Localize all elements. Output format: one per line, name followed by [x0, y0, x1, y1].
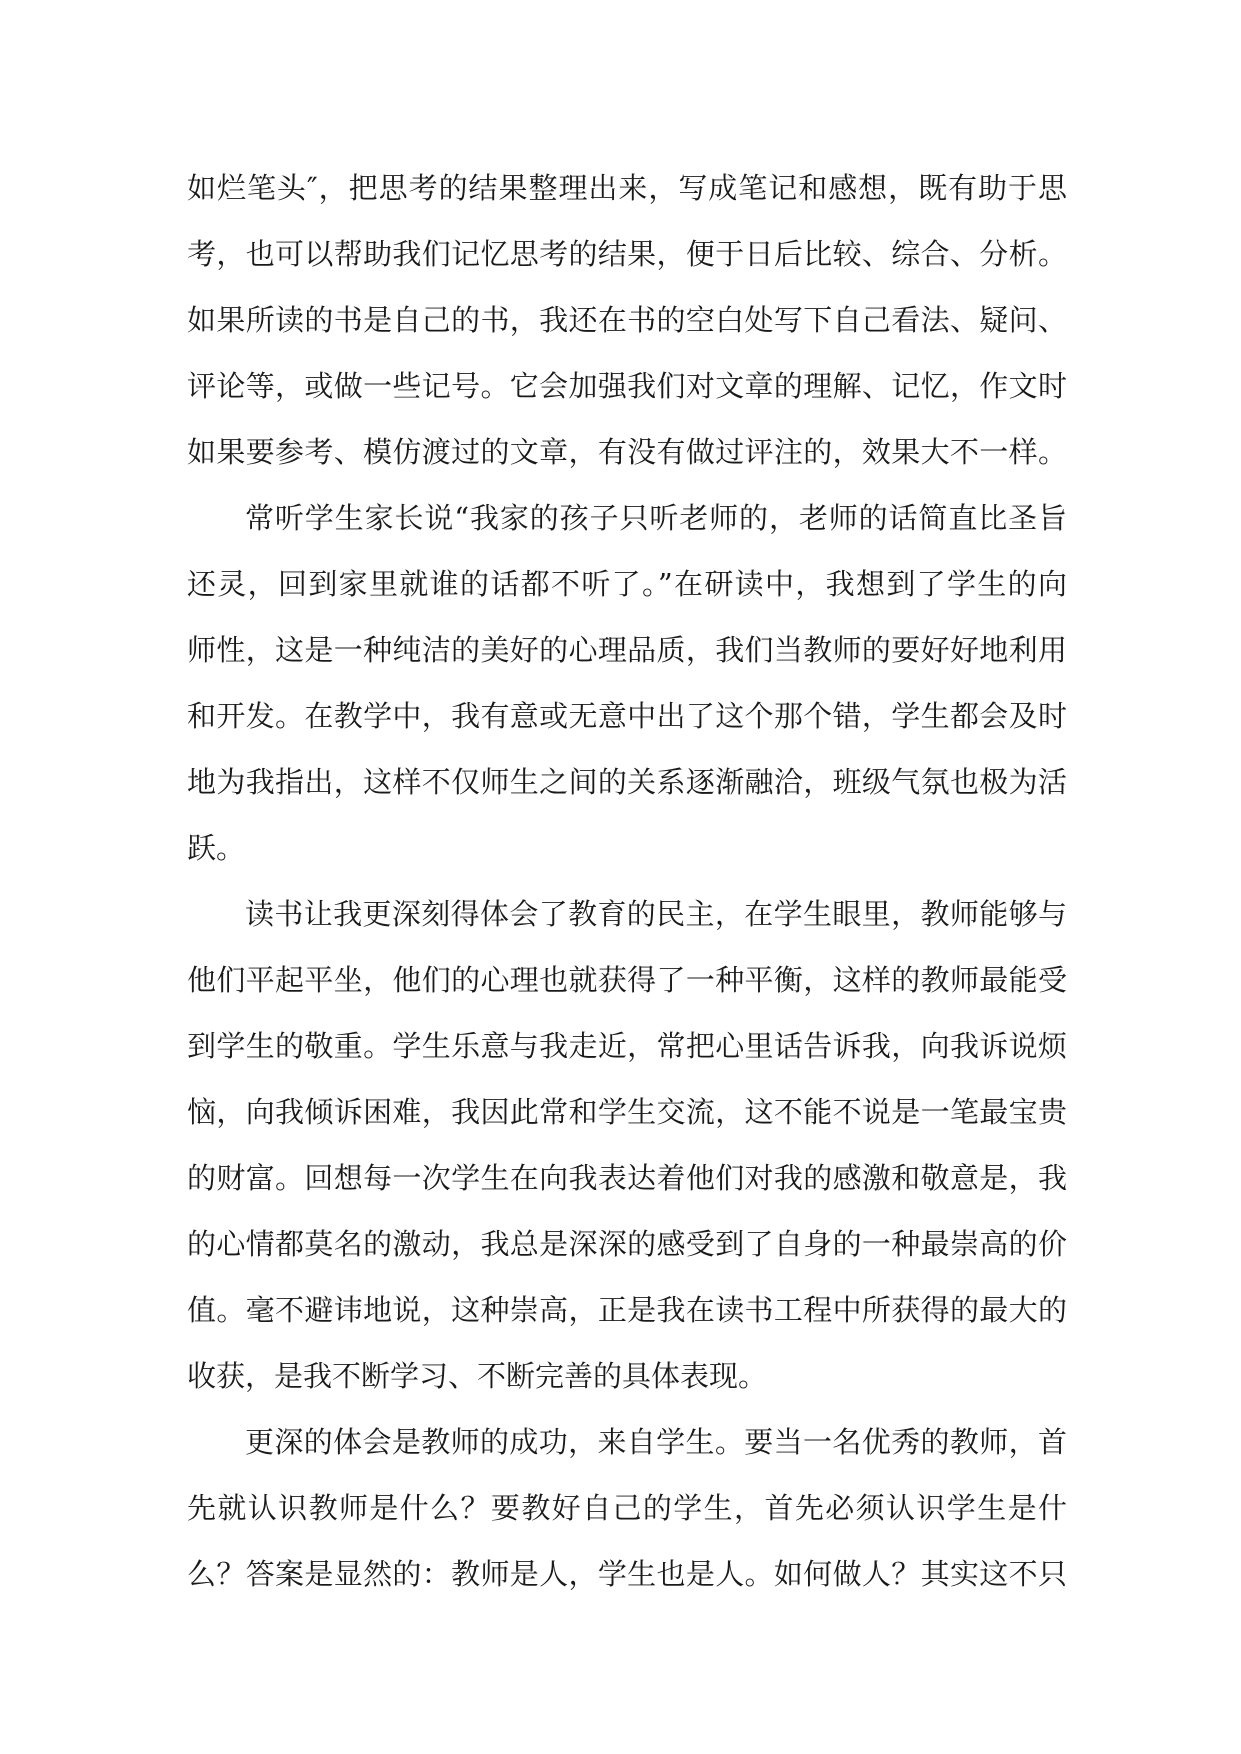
text-line: 到学生的敬重。学生乐意与我走近，常把心里话告诉我，向我诉说烦: [187, 1029, 1067, 1063]
text-line: 么？答案是显然的：教师是人，学生也是人。如何做人？其实这不只: [187, 1557, 1067, 1591]
text-line: 的心情都莫名的激动，我总是深深的感受到了自身的一种最崇高的价: [187, 1227, 1067, 1261]
paragraph-start-line: 更深的体会是教师的成功，来自学生。要当一名优秀的教师，首: [245, 1425, 1067, 1459]
text-line: 跃。: [187, 831, 246, 865]
text-line: 师性，这是一种纯洁的美好的心理品质，我们当教师的要好好地利用: [187, 633, 1067, 667]
body-text: [187, 155, 1067, 1607]
text-line: 地为我指出，这样不仅师生之间的关系逐渐融洽，班级气氛也极为活: [187, 765, 1067, 799]
text-line: 值。毫不避讳地说，这种崇高，正是我在读书工程中所获得的最大的: [187, 1293, 1067, 1327]
text-line: 考，也可以帮助我们记忆思考的结果，便于日后比较、综合、分析。: [187, 237, 1067, 271]
text-line: 如果所读的书是自己的书，我还在书的空白处写下自己看法、疑问、: [187, 303, 1067, 337]
text-line: 评论等，或做一些记号。它会加强我们对文章的理解、记忆，作文时: [187, 369, 1067, 403]
text-line: 先就认识教师是什么？要教好自己的学生，首先必须认识学生是什: [187, 1491, 1067, 1525]
text-line: 收获，是我不断学习、不断完善的具体表现。: [187, 1359, 768, 1393]
text-line: 的财富。回想每一次学生在向我表达着他们对我的感激和敬意是，我: [187, 1161, 1067, 1195]
paragraph-start-line: 读书让我更深刻得体会了教育的民主，在学生眼里，教师能够与: [245, 897, 1067, 931]
text-line: 还灵，回到家里就谁的话都不听了。”在研读中，我想到了学生的向: [187, 567, 1067, 601]
text-line: 他们平起平坐，他们的心理也就获得了一种平衡，这样的教师最能受: [187, 963, 1067, 997]
text-line: 和开发。在教学中，我有意或无意中出了这个那个错，学生都会及时: [187, 699, 1067, 733]
text-line: 如烂笔头″，把思考的结果整理出来，写成笔记和感想，既有助于思: [187, 171, 1067, 205]
text-line: 恼，向我倾诉困难，我因此常和学生交流，这不能不说是一笔最宝贵: [187, 1095, 1067, 1129]
text-line: 如果要参考、模仿渡过的文章，有没有做过评注的，效果大不一样。: [187, 435, 1067, 469]
paragraph-start-line: 常听学生家长说“我家的孩子只听老师的，老师的话简直比圣旨: [245, 501, 1067, 535]
